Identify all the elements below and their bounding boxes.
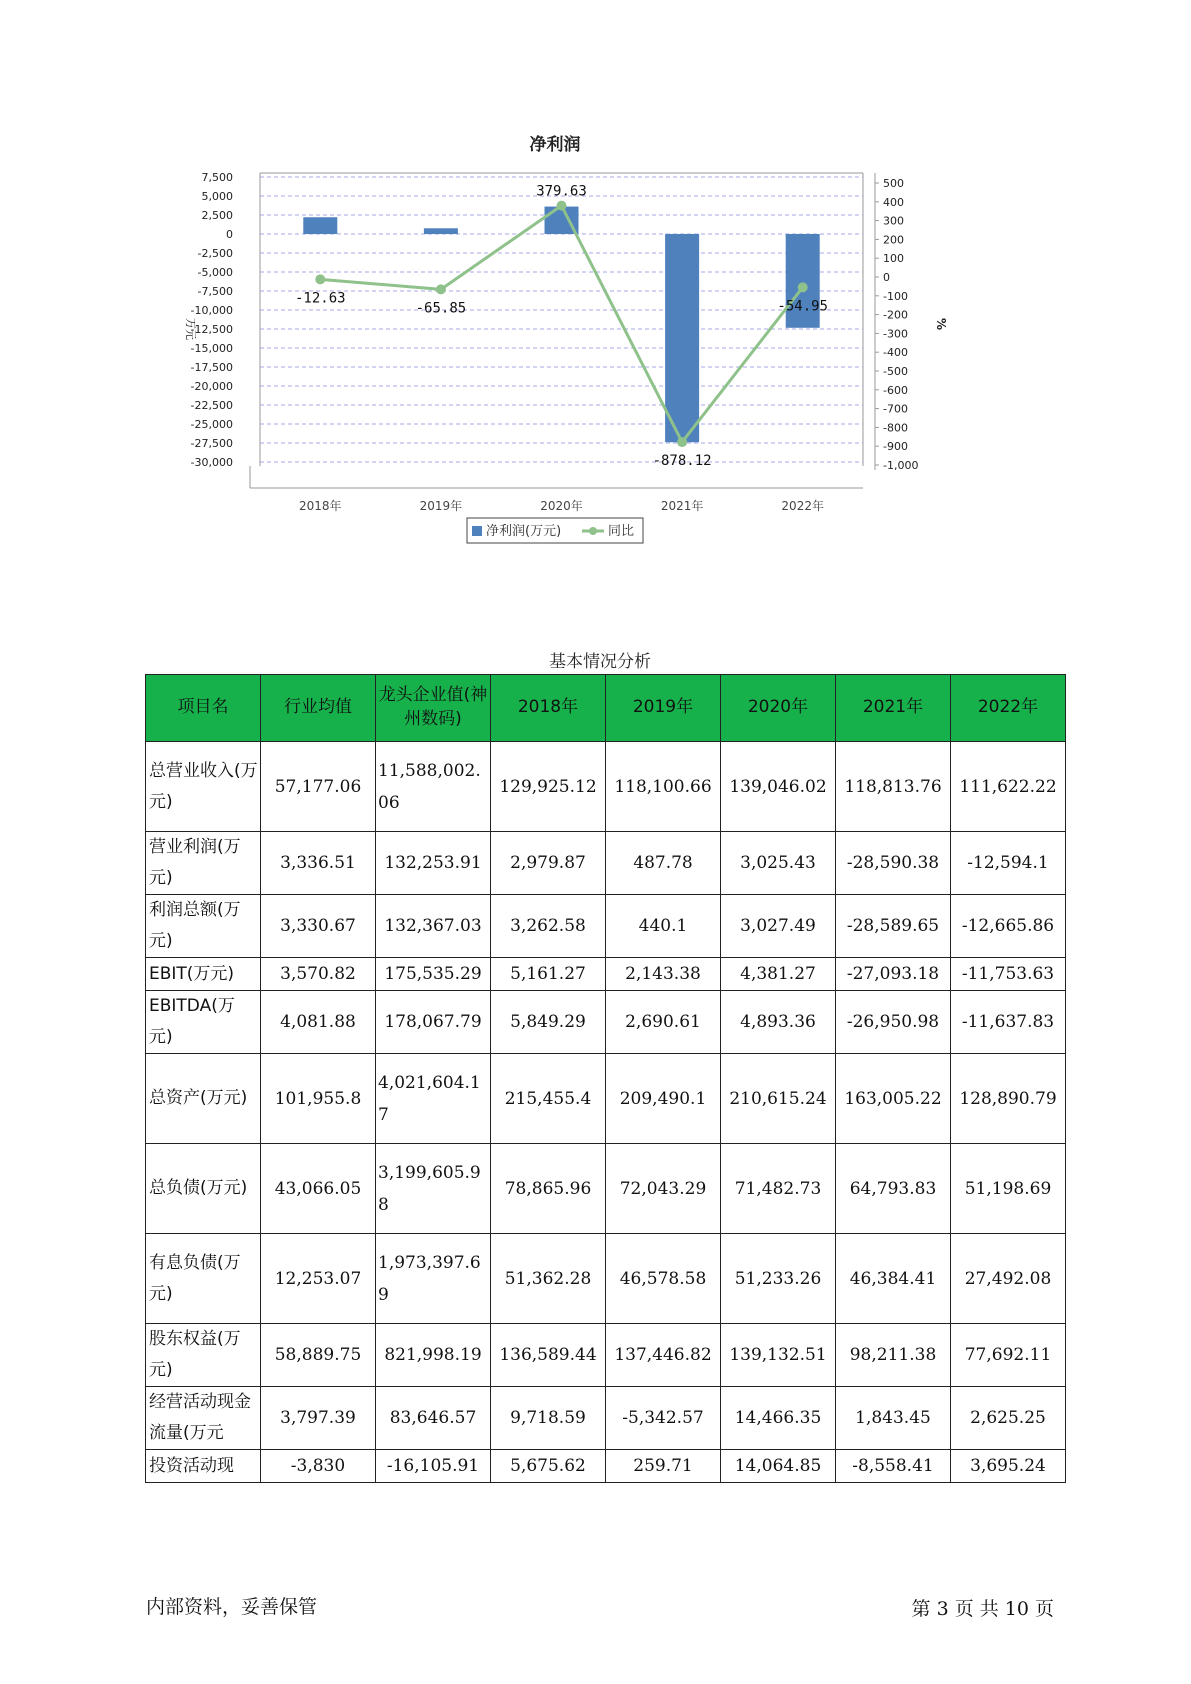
legend-bar-swatch: [472, 526, 482, 536]
table-row: [146, 1234, 1066, 1324]
value-cell: -12,594.1: [951, 832, 1066, 895]
value-cell: 9,718.59: [491, 1387, 606, 1450]
y-tick-label: -15,000: [190, 342, 233, 355]
point-yoy: [677, 437, 687, 447]
value-cell: -8,558.41: [836, 1450, 951, 1483]
y2-tick-label: -500: [883, 365, 908, 378]
header-item-name: 项目名: [146, 675, 261, 742]
table-caption: 基本情况分析: [549, 652, 651, 672]
header-industry-avg: 行业均值: [261, 675, 376, 742]
y2-tick-label: -200: [883, 308, 908, 322]
row-label-cell: 总营业收入(万元): [146, 742, 261, 832]
value-cell: 77,692.11: [951, 1324, 1066, 1387]
header-leader-value: 龙头企业值(神州数码): [376, 675, 491, 742]
value-cell: 132,253.91: [376, 832, 491, 895]
y-tick-label: -7,500: [197, 285, 233, 298]
value-cell: 101,955.8: [261, 1054, 376, 1144]
row-label-cell: 经营活动现金流量(万元: [146, 1387, 261, 1450]
value-cell: 175,535.29: [376, 958, 491, 991]
row-label-cell: 总负债(万元): [146, 1144, 261, 1234]
footer-confidential-note: 内部资料，妥善保管: [146, 1596, 318, 1618]
row-label-cell: 总资产(万元): [146, 1054, 261, 1144]
y-tick-label: -27,500: [190, 437, 233, 450]
value-cell: 139,046.02: [721, 742, 836, 832]
row-label-cell: 股东权益(万元): [146, 1324, 261, 1387]
table-header-row: [146, 675, 1066, 742]
y2-tick-label: -600: [883, 383, 908, 397]
value-cell: 43,066.05: [261, 1144, 376, 1234]
value-cell: 51,233.26: [721, 1234, 836, 1324]
x-tick-label: 2018年: [299, 499, 342, 513]
point-yoy: [436, 284, 446, 294]
value-cell: 3,027.49: [721, 895, 836, 958]
value-cell: -26,950.98: [836, 991, 951, 1054]
row-label-cell: 利润总额(万元): [146, 895, 261, 958]
value-cell: 821,998.19: [376, 1324, 491, 1387]
table-row: [146, 1054, 1066, 1144]
value-cell: 5,675.62: [491, 1450, 606, 1483]
value-cell: 259.71: [606, 1450, 721, 1483]
row-label-cell: 营业利润(万元): [146, 832, 261, 895]
row-label-cell: 有息负债(万元): [146, 1234, 261, 1324]
value-cell: 46,384.41: [836, 1234, 951, 1324]
value-cell: -28,590.38: [836, 832, 951, 895]
basic-analysis-table: [145, 674, 1066, 1483]
value-cell: 111,622.22: [951, 742, 1066, 832]
y-tick-label: -5,000: [197, 266, 233, 279]
header-2022: 2022年: [951, 675, 1066, 742]
value-cell: 215,455.4: [491, 1054, 606, 1144]
value-cell: 3,199,605.98: [376, 1144, 491, 1234]
value-cell: 58,889.75: [261, 1324, 376, 1387]
y2-tick-label: 0: [883, 271, 890, 284]
line-yoy: [320, 206, 802, 442]
value-cell: 3,330.67: [261, 895, 376, 958]
value-cell: -11,637.83: [951, 991, 1066, 1054]
value-cell: -3,830: [261, 1450, 376, 1483]
y-tick-label: -30,000: [190, 456, 233, 469]
footer-page-number: 第 3 页 共 10 页: [911, 1598, 1054, 1620]
table-row: [146, 1387, 1066, 1450]
data-label-yoy: -12.63: [295, 290, 346, 307]
value-cell: 98,211.38: [836, 1324, 951, 1387]
table-row: [146, 832, 1066, 895]
y2-tick-label: 200: [883, 233, 904, 247]
legend-line-label: 同比: [608, 524, 635, 539]
value-cell: 118,100.66: [606, 742, 721, 832]
header-2019: 2019年: [606, 675, 721, 742]
data-label-yoy: -878.12: [652, 453, 712, 470]
row-label-cell: 投资活动现: [146, 1450, 261, 1483]
value-cell: 128,890.79: [951, 1054, 1066, 1144]
value-cell: 2,143.38: [606, 958, 721, 991]
value-cell: 3,695.24: [951, 1450, 1066, 1483]
header-2021: 2021年: [836, 675, 951, 742]
value-cell: 3,262.58: [491, 895, 606, 958]
y-tick-label: 2,500: [201, 209, 233, 222]
value-cell: 129,925.12: [491, 742, 606, 832]
value-cell: 487.78: [606, 832, 721, 895]
table-row: [146, 991, 1066, 1054]
y2-tick-label: -100: [883, 289, 908, 303]
header-2020: 2020年: [721, 675, 836, 742]
chart-title: 净利润: [529, 135, 581, 155]
value-cell: 12,253.07: [261, 1234, 376, 1324]
y2-tick-label: -1,000: [883, 459, 919, 472]
table-row: [146, 1144, 1066, 1234]
value-cell: 3,797.39: [261, 1387, 376, 1450]
value-cell: 27,492.08: [951, 1234, 1066, 1324]
table-row: [146, 1450, 1066, 1483]
value-cell: 51,198.69: [951, 1144, 1066, 1234]
header-2018: 2018年: [491, 675, 606, 742]
value-cell: 51,362.28: [491, 1234, 606, 1324]
y-tick-label: 0: [226, 228, 233, 241]
value-cell: -16,105.91: [376, 1450, 491, 1483]
table-row: [146, 742, 1066, 832]
value-cell: 2,690.61: [606, 991, 721, 1054]
value-cell: 72,043.29: [606, 1144, 721, 1234]
x-tick-label: 2021年: [660, 499, 704, 513]
table-row: [146, 895, 1066, 958]
point-yoy: [315, 274, 325, 284]
y-tick-label: -25,000: [190, 418, 233, 431]
value-cell: 14,064.85: [721, 1450, 836, 1483]
value-cell: 4,021,604.17: [376, 1054, 491, 1144]
bar-net-profit: [303, 217, 337, 234]
value-cell: 57,177.06: [261, 742, 376, 832]
value-cell: 4,081.88: [261, 991, 376, 1054]
value-cell: 71,482.73: [721, 1144, 836, 1234]
value-cell: 2,979.87: [491, 832, 606, 895]
value-cell: 132,367.03: [376, 895, 491, 958]
x-tick-label: 2020年: [540, 499, 583, 513]
value-cell: -5,342.57: [606, 1387, 721, 1450]
y-axis-title: 万元: [184, 318, 197, 340]
point-yoy: [798, 282, 808, 292]
y-tick-label: -20,000: [190, 380, 233, 393]
y2-tick-label: 400: [883, 195, 904, 209]
legend-bar-label: 净利润(万元): [486, 524, 562, 539]
y2-tick-label: 300: [883, 214, 904, 228]
value-cell: 3,336.51: [261, 832, 376, 895]
value-cell: 440.1: [606, 895, 721, 958]
table-row: [146, 1324, 1066, 1387]
value-cell: 11,588,002.06: [376, 742, 491, 832]
y-tick-label: -17,500: [190, 361, 233, 374]
value-cell: -27,093.18: [836, 958, 951, 991]
y2-tick-label: 500: [883, 177, 904, 190]
x-tick-label: 2019年: [419, 499, 463, 513]
value-cell: 210,615.24: [721, 1054, 836, 1144]
y-tick-label: -22,500: [190, 399, 233, 412]
y-tick-label: 5,000: [201, 190, 233, 203]
value-cell: 4,381.27: [721, 958, 836, 991]
value-cell: 136,589.44: [491, 1324, 606, 1387]
value-cell: 3,570.82: [261, 958, 376, 991]
y-tick-label: 7,500: [201, 171, 233, 184]
value-cell: 209,490.1: [606, 1054, 721, 1144]
value-cell: 78,865.96: [491, 1144, 606, 1234]
bar-net-profit: [665, 234, 699, 442]
data-label-yoy: -65.85: [415, 300, 467, 317]
value-cell: 64,793.83: [836, 1144, 951, 1234]
row-label-cell: EBITDA(万元): [146, 991, 261, 1054]
row-label-cell: EBIT(万元): [146, 958, 261, 991]
net-profit-chart-svg: [150, 130, 1050, 600]
y2-tick-label: -300: [883, 327, 908, 341]
value-cell: 139,132.51: [721, 1324, 836, 1387]
value-cell: -28,589.65: [836, 895, 951, 958]
value-cell: 178,067.79: [376, 991, 491, 1054]
legend-line-marker: [589, 527, 597, 535]
y2-axis-title: %: [934, 317, 948, 331]
table-row: [146, 958, 1066, 991]
value-cell: 4,893.36: [721, 991, 836, 1054]
value-cell: -12,665.86: [951, 895, 1066, 958]
bar-net-profit: [424, 228, 458, 234]
value-cell: -11,753.63: [951, 958, 1066, 991]
x-tick-label: 2022年: [781, 499, 824, 513]
value-cell: 163,005.22: [836, 1054, 951, 1144]
y2-tick-label: -700: [883, 402, 908, 416]
y-tick-label: -10,000: [190, 304, 233, 317]
value-cell: 2,625.25: [951, 1387, 1066, 1450]
value-cell: 5,161.27: [491, 958, 606, 991]
value-cell: 1,843.45: [836, 1387, 951, 1450]
value-cell: 1,973,397.69: [376, 1234, 491, 1324]
y2-tick-label: -800: [883, 421, 908, 435]
net-profit-chart: [150, 130, 1050, 600]
point-yoy: [557, 201, 567, 211]
value-cell: 5,849.29: [491, 991, 606, 1054]
y2-tick-label: 100: [883, 252, 904, 266]
data-label-yoy: 379.63: [536, 183, 587, 200]
value-cell: 118,813.76: [836, 742, 951, 832]
value-cell: 137,446.82: [606, 1324, 721, 1387]
value-cell: 14,466.35: [721, 1387, 836, 1450]
value-cell: 46,578.58: [606, 1234, 721, 1324]
value-cell: 83,646.57: [376, 1387, 491, 1450]
y2-tick-label: -400: [883, 346, 908, 360]
data-label-yoy: -54.95: [777, 298, 828, 315]
y-tick-label: -2,500: [197, 247, 233, 260]
value-cell: 3,025.43: [721, 832, 836, 895]
y-tick-label: -12,500: [190, 323, 233, 336]
y2-tick-label: -900: [883, 440, 908, 454]
